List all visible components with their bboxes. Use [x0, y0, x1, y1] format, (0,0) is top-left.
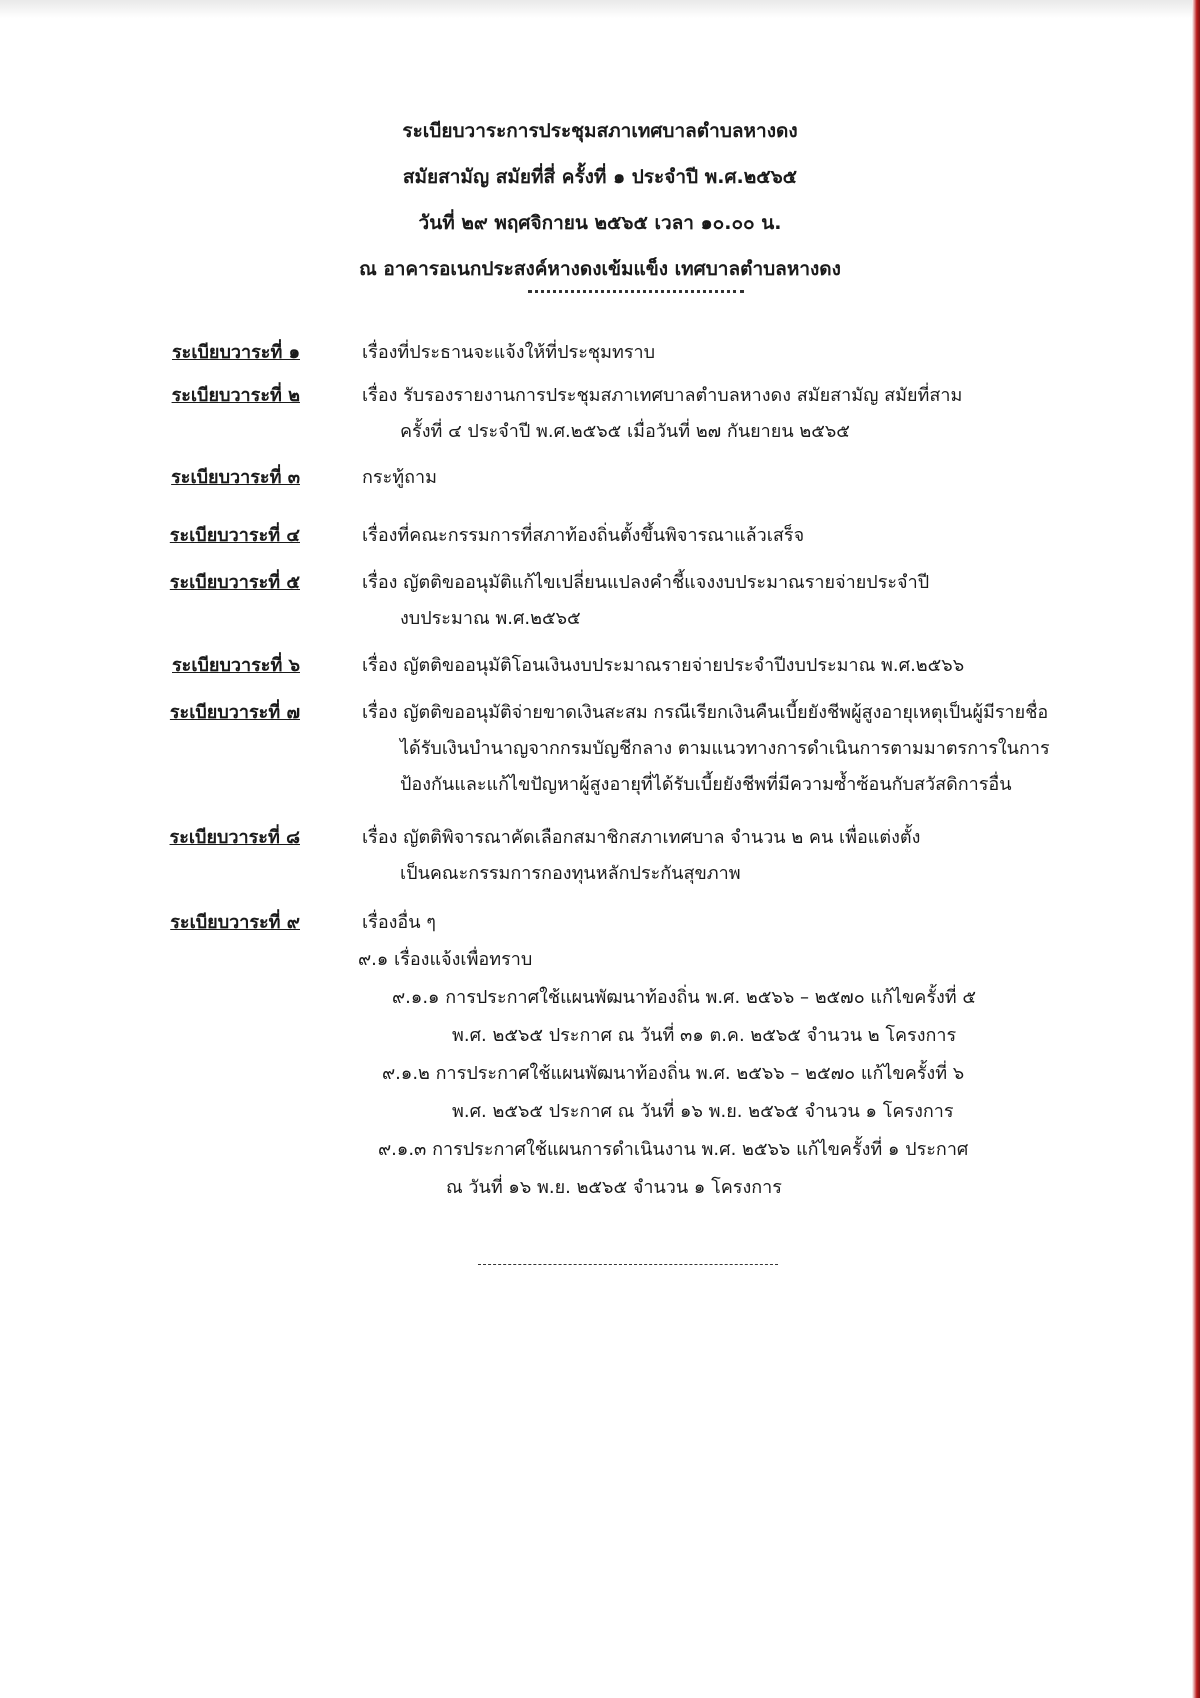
agenda-label: ระเบียบวาระที่ ๘: [169, 827, 300, 848]
agenda-text: เรื่องอื่น ๆ: [362, 912, 436, 933]
agenda-label: ระเบียบวาระที่ ๑: [172, 342, 300, 363]
header-venue: ณ อาคารอเนกประสงค์หางดงเข้มแข็ง เทศบาลตำบลหางดง: [359, 258, 841, 280]
agenda-label: ระเบียบวาระที่ ๓: [171, 467, 300, 488]
agenda-label: ระเบียบวาระที่ ๙: [170, 912, 300, 933]
agenda-label: ระเบียบวาระที่ ๒: [171, 385, 300, 406]
scan-top-shadow: [0, 0, 1200, 18]
agenda-text: เรื่อง ญัตติขออนุมัติจ่ายขาดเงินสะสม กรณีเรียกเงินคืนเบี้ยยังชีพผู้สูงอายุเหตุเป็นผู้มีรายชื่อ: [362, 702, 1049, 723]
agenda-label: ระเบียบวาระที่ ๖: [172, 655, 300, 676]
agenda-text: เรื่อง ญัตติขออนุมัติโอนเงินงบประมาณรายจ่ายประจำปีงบประมาณ พ.ศ.๒๕๖๖: [362, 655, 965, 676]
agenda-text-continued: ได้รับเงินบำนาญจากกรมบัญชีกลาง ตามแนวทางการดำเนินการตามมาตรการในการ: [400, 738, 1050, 759]
sub-heading: ๙.๑ เรื่องแจ้งเพื่อทราบ: [358, 949, 533, 970]
agenda-text: เรื่อง ญัตติขออนุมัติแก้ไขเปลี่ยนแปลงคำชี้แจงงบประมาณรายจ่ายประจำปี: [362, 572, 930, 593]
agenda-text-continued: เป็นคณะกรรมการกองทุนหลักประกันสุขภาพ: [400, 863, 741, 884]
agenda-label: ระเบียบวาระที่ ๔: [169, 525, 300, 546]
agenda-text: เรื่องที่คณะกรรมการที่สภาท้องถิ่นตั้งขึ้นพิจารณาแล้วเสร็จ: [362, 525, 805, 546]
agenda-text: เรื่อง รับรองรายงานการประชุมสภาเทศบาลตำบลหางดง สมัยสามัญ สมัยที่สาม: [362, 385, 963, 406]
header-date-time: วันที่ ๒๙ พฤศจิกายน ๒๕๖๕ เวลา ๑๐.๐๐ น.: [418, 212, 782, 234]
agenda-text: เรื่องที่ประธานจะแจ้งให้ที่ประชุมทราบ: [362, 342, 656, 363]
sub-item-line: ณ วันที่ ๑๖ พ.ย. ๒๕๖๕ จำนวน ๑ โครงการ: [446, 1177, 782, 1198]
agenda-text: เรื่อง ญัตติพิจารณาคัดเลือกสมาชิกสภาเทศบาล จำนวน ๒ คน เพื่อแต่งตั้ง: [362, 827, 921, 848]
sub-item-line: พ.ศ. ๒๕๖๕ ประกาศ ณ วันที่ ๓๑ ต.ค. ๒๕๖๕ จำนวน ๒ โครงการ: [452, 1025, 957, 1046]
sub-item-line: พ.ศ. ๒๕๖๕ ประกาศ ณ วันที่ ๑๖ พ.ย. ๒๕๖๕ จำนวน ๑ โครงการ: [452, 1101, 954, 1122]
agenda-text-continued: ครั้งที่ ๔ ประจำปี พ.ศ.๒๕๖๕ เมื่อวันที่ ๒๗ กันยายน ๒๕๖๕: [400, 421, 850, 442]
header-session: สมัยสามัญ สมัยที่สี่ ครั้งที่ ๑ ประจำปี พ.ศ.๒๕๖๕: [402, 166, 798, 188]
agenda-text: กระทู้ถาม: [362, 467, 437, 488]
document-header: [0, 108, 1200, 292]
agenda-label: ระเบียบวาระที่ ๗: [169, 702, 300, 723]
dashed-end-line: [478, 1264, 778, 1265]
sub-item-line: ๙.๑.๓ การประกาศใช้แผนการดำเนินงาน พ.ศ. ๒๕๖๖ แก้ไขครั้งที่ ๑ ประกาศ: [378, 1139, 969, 1160]
dotted-separator: [528, 290, 744, 293]
agenda-label: ระเบียบวาระที่ ๕: [169, 572, 300, 593]
agenda-text-continued: ป้องกันและแก้ไขปัญหาผู้สูงอายุที่ได้รับเบี้ยยังชีพที่มีความซ้ำซ้อนกับสวัสดิการอื่น: [400, 774, 1012, 795]
header-title: ระเบียบวาระการประชุมสภาเทศบาลตำบลหางดง: [402, 120, 798, 142]
sub-item-line: ๙.๑.๑ การประกาศใช้แผนพัฒนาท้องถิ่น พ.ศ. ๒๕๖๖ – ๒๕๗๐ แก้ไขครั้งที่ ๕: [392, 987, 976, 1008]
agenda-text-continued: งบประมาณ พ.ศ.๒๕๖๕: [400, 608, 581, 629]
sub-item-line: ๙.๑.๒ การประกาศใช้แผนพัฒนาท้องถิ่น พ.ศ. ๒๕๖๖ – ๒๕๗๐ แก้ไขครั้งที่ ๖: [382, 1063, 965, 1084]
